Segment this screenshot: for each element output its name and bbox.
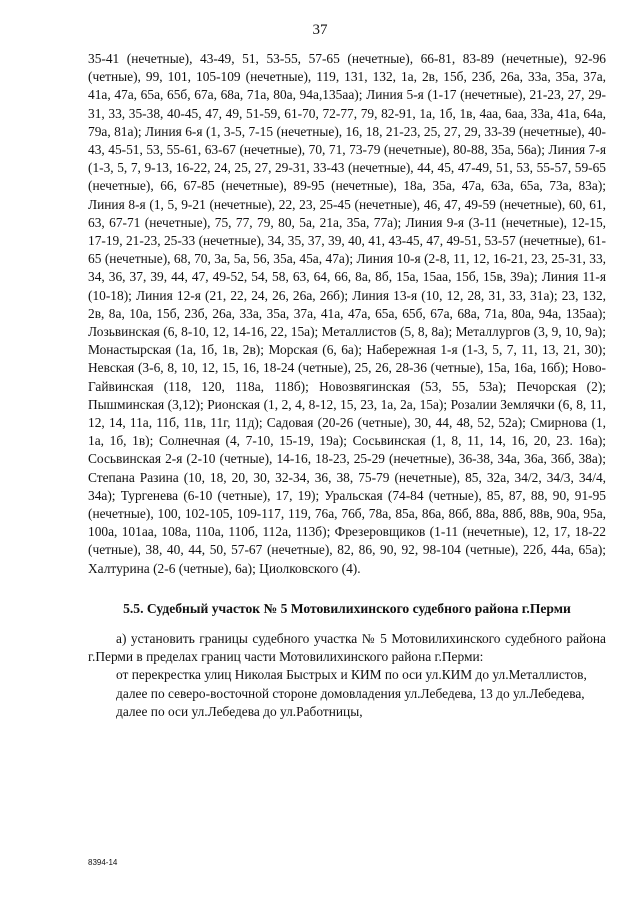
paragraph-boundary-step-2: далее по северо-восточной стороне домовладения ул.Лебедева, 13 до ул.Лебедева, (116, 685, 585, 701)
section-heading: 5.5. Судебный участок № 5 Мотовилихинского судебного района г.Перми (123, 600, 571, 616)
address-list: 35-41 (нечетные), 43-49, 51, 53-55, 57-65 (нечетные), 66-81, 83-89 (нечетные), 92-96 (четные), 99, 101, 105-109 (нечетные), 119, 131, 132, 1а, 2в, 15б, 23б, 26а, 33а, 35а, 37а, 41а, 47а, 65а, 65б, 67а, 68а, 71а, 80а, 94а,135аа); Линия 5-я (1-17 (нечетные), 21-23, 27, 29-31, 33, 35-38, 40-45, 47, 49, 51-59, 61-70, 72-77, 79, 82-91, 1а, 1б, 1в, 4аа, 6аа, 33а, 41а, 64а, 79а, 81а); Линия 6-я (1, 3-5, 7-15 (нечетные), 16, 18, 21-23, 25, 27, 29, 33-39 (нечетные), 40-43, 45-51, 53, 55-61, 63-67 (нечетные), 70, 71, 73-79 (нечетные), 80-88, 35а, 56а); Линия 7-я (1-3, 5, 7, 9-13, 16-22, 24, 25, 27, 29-31, 33-43 (нечетные), 44, 45, 47-49, 51, 53, 55-57, 59-65 (нечетные), 66, 67-85 (нечетные), 89-95 (нечетные), 18а, 35а, 47а, 63а, 65а, 73а, 83а); Линия 8-я (1, 5, 9-21 (нечетные), 22, 23, 25-45 (нечетные), 46, 47, 49-59 (нечетные), 60, 61, 63, 67-71 (нечетные), 75, 77, 79, 80, 5а, 21а, 35а, 77а); Линия 9-я (3-11 (нечетные), 12-15, 17-19, 21-23, 25-33 (нечетные), 34, 35, 37, 39, 40, 41, 43-45, 47, 49-51, 53-57 (нечетные), 61-65 (нечетные), 68, 70, 3а, 5а, 56, 35а, 45а, 47а); Линия 10-я (2-8, 11, 12, 16-21, 23, 25-31, 33, 34, 36, 37, 39, 44, 47, 49-52, 54, 58, 63, 64, 66, 8а, 8б, 15а, 15аа, 15б, 15в, 39а); Линия 11-я (10-18); Линия 12-я (21, 22, 24, 26, 26а, 26б); Линия 13-я (10, 12, 28, 31, 33, 31а); 23, 132, 2в, 8а, 10а, 15б, 23б, 26а, 33а, 35а, 37а, 41а, 47а, 65а, 65б, 67а, 68а, 71а, 80а, 94а, 135аа); Лозьвинская (6, 8-10, 12, 14-16, 22, 15а); Металлистов (5, 8, 8а); Металлургов (3, 9, 10, 9а); Монастырская (1а, 1б, 1в, 2в); Морская (6, 6а); Набережная 1-я (1-3, 5, 7, 11, 13, 21, 30); Невская (3-6, 8, 10, 12, 15, 16, 18-24 (четные), 25, 26, 28-36 (четные), 15а, 16а, 16б); Ново-Гайвинская (118, 120, 118а, 118б); Новозвягинская (53, 55, 53а); Печорская (2); Пышминская (3,12); Рионская (1, 2, 4, 8-12, 15, 23, 1а, 2а, 15а); Розалии Землячки (6, 8, 11, 12, 14, 11а, 11б, 11в, 11г, 11д); Садовая (20-26 (четные), 30, 44, 48, 52, 52а); Смирнова (1, 1а, 1б, 1в); Солнечная (4, 7-10, 15-19, 19а); Сосьвинская (1, 8, 11, 14, 16, 20, 23. 16а); Сосьвинская 2-я (2-10 (четные), 14-16, 18-23, 25-29 (нечетные), 36-38, 34а, 36а, 36б, 38а); Степана Разина (10, 18, 20, 30, 32-34, 36, 38, 75-79 (нечетные), 85, 32а, 34/2, 34/3, 34/4, 34а); Тургенева (6-10 (четные), 17, 19); Уральская (74-84 (четные), 85, 87, 88, 90, 91-95 (нечетные), 100, 102-105, 109-117, 119, 76а, 76б, 78а, 85а, 86а, 86б, 88а, 88б, 88в, 90а, 95а, 100а, 101аа, 108а, 110а, 110б, 112а, 113б); Фрезеровщиков (1-11 (нечетные), 12, 17, 18-22 (четные), 38, 40, 44, 50, 57-67 (нечетные), 82, 86, 90, 92, 98-104 (четные), 22б, 44а, 65а); Халтурина (2-6 (четные), 6а); Циолковского (4). (88, 51, 606, 576)
page-number: 37 (312, 22, 328, 38)
paragraph-boundary-step-1: от перекрестка улиц Николая Быстрых и КИМ по оси ул.КИМ до ул.Металлистов, (116, 667, 587, 683)
paragraph-boundaries-intro: а) установить границы судебного участка № 5 Мотовилихинского судебного района г.Перми в пределах границ части Мотовилихинского района г.Перми: (88, 630, 606, 665)
document-body (88, 50, 606, 721)
footer-document-code: 8394-14 (88, 858, 118, 867)
paragraph-boundary-step-3: далее по оси ул.Лебедева до ул.Работницы, (116, 703, 363, 719)
